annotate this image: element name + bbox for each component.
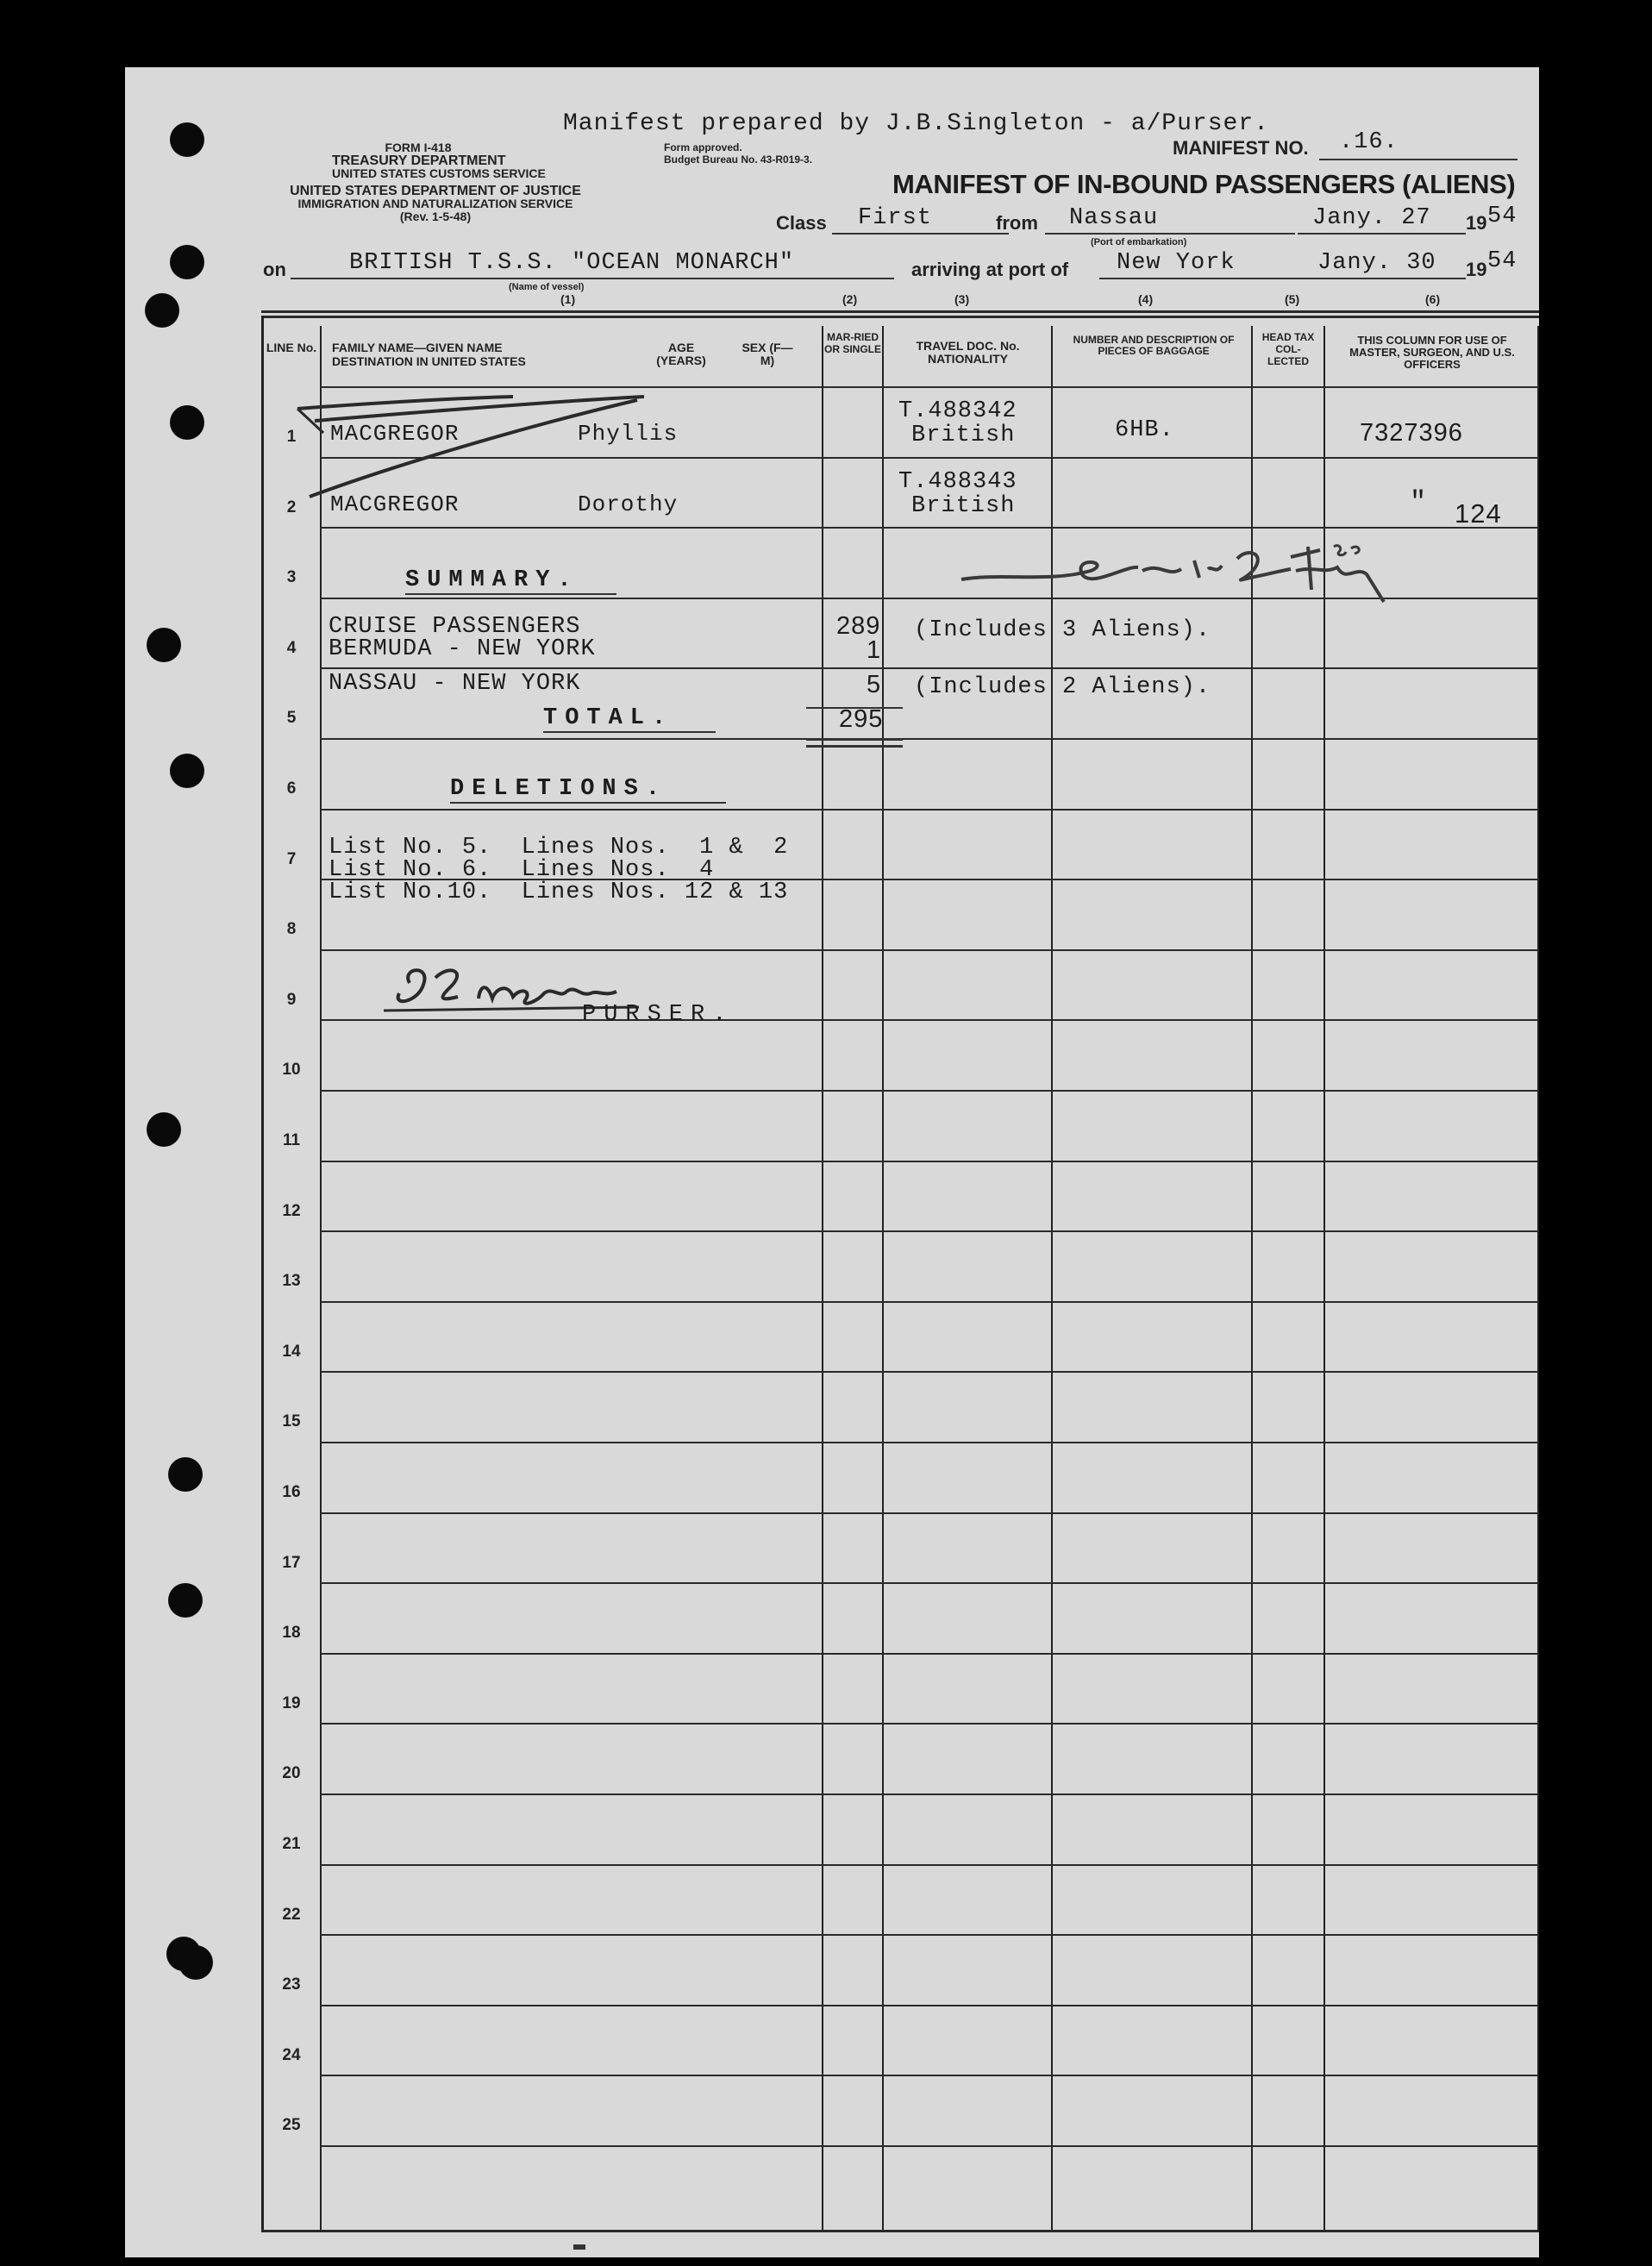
row-separator: [320, 1582, 1539, 1584]
row2-doc: T.488343: [898, 469, 1017, 495]
deletion-line-1: List No. 5. Lines Nos. 1 & 2: [329, 835, 789, 861]
row-separator: [320, 1301, 1539, 1303]
cruise-count: 289: [836, 612, 881, 640]
col-num-3: (3): [954, 292, 970, 306]
binder-hole: [170, 754, 204, 788]
line-number: 23: [282, 1975, 301, 1994]
arrival-year: 54: [1487, 248, 1517, 274]
deletion-line-3: List No.10. Lines Nos. 12 & 13: [329, 879, 789, 905]
row-separator: [320, 1934, 1539, 1936]
nassau-label: NASSAU - NEW YORK: [329, 671, 581, 697]
line-number: 3: [286, 568, 297, 586]
from-label: from: [996, 212, 1038, 234]
line-number: 20: [282, 1764, 301, 1782]
line-number: 22: [282, 1906, 301, 1924]
total-count: 295: [839, 705, 884, 733]
line-number: 19: [282, 1694, 301, 1712]
justice-block: UNITED STATES DEPARTMENT OF JUSTICE IMMIGRATION AND NATURALIZATION SERVICE (Rev. 1-5-48): [290, 184, 581, 223]
deletions-heading: DELETIONS.: [450, 776, 668, 802]
row1-given: Phyllis: [578, 421, 679, 447]
arrival-port: New York: [1117, 250, 1236, 276]
bottom-mark: [573, 2244, 585, 2250]
binder-hole: [170, 405, 204, 440]
arriving-label: arriving at port of: [911, 259, 1069, 280]
row1-doc: T.488342: [898, 398, 1017, 424]
line-number: 18: [282, 1624, 301, 1642]
row-separator: [320, 1653, 1539, 1655]
line-number: 15: [282, 1412, 301, 1430]
depart-year: 54: [1487, 203, 1517, 229]
row-separator: [320, 809, 1539, 811]
col-header-destination: DESTINATION IN UNITED STATES: [332, 354, 526, 368]
binder-hole: [170, 122, 204, 157]
row-separator: [320, 738, 1539, 740]
col-header-married: MAR-RIED OR SINGLE: [823, 331, 881, 355]
binder-hole: [145, 293, 179, 328]
line-number: 5: [286, 709, 297, 727]
line-number: 21: [282, 1835, 301, 1853]
row-separator: [320, 1019, 1539, 1021]
manifest-page: [125, 67, 1539, 2257]
line-number: 14: [282, 1343, 301, 1361]
col-num-2: (2): [842, 292, 858, 306]
line-number: 24: [282, 2046, 301, 2064]
row2-officer-mark: ": [1410, 486, 1428, 518]
col-header-sex: SEX (F—M): [742, 341, 793, 367]
vessel-name: BRITISH T.S.S. "OCEAN MONARCH": [349, 250, 795, 276]
line-number: 16: [282, 1483, 301, 1501]
row-separator: [320, 1793, 1539, 1795]
binder-hole: [147, 1112, 181, 1147]
col-header-baggage: NUMBER AND DESCRIPTION OF PIECES OF BAGGAGE: [1073, 334, 1235, 357]
col-header-officers: THIS COLUMN FOR USE OF MASTER, SURGEON, AND U.S. OFFICERS: [1349, 334, 1515, 371]
row-separator: [320, 2005, 1539, 2006]
col-header-family-name: FAMILY NAME—GIVEN NAME: [332, 341, 503, 354]
binder-hole: [170, 245, 204, 279]
manifest-title: MANIFEST OF IN-BOUND PASSENGERS (ALIENS): [892, 169, 1516, 199]
row-separator: [320, 2075, 1539, 2076]
arrival-year-prefix: 19: [1466, 259, 1487, 280]
deletion-line-2: List No. 6. Lines Nos. 4: [329, 857, 715, 883]
line-number: 9: [286, 991, 297, 1009]
row-separator: [320, 1512, 1539, 1514]
arrival-date: Jany. 30: [1317, 250, 1436, 276]
class-value: First: [858, 205, 933, 231]
row-separator: [320, 1371, 1539, 1373]
row1-strike-marks: [289, 395, 651, 498]
col-header-line-no: LINE No.: [266, 341, 317, 354]
purser-label: PURSER.: [582, 1002, 735, 1028]
binder-hole: [168, 1457, 203, 1492]
port-embark-caption: (Port of embarkation): [1091, 237, 1187, 247]
row-separator: [320, 667, 1539, 669]
line-number: 11: [282, 1131, 301, 1149]
line-number: 12: [282, 1202, 301, 1220]
prepared-by-line: Manifest prepared by J.B.Singleton - a/Purser.: [563, 110, 1269, 137]
col-header-travel-doc: TRAVEL DOC. No. NATIONALITY: [916, 339, 1020, 366]
depart-date: Jany. 27: [1312, 205, 1431, 231]
inspector-signature: [953, 540, 1436, 609]
row-separator: [320, 1230, 1539, 1232]
row-separator: [320, 1090, 1539, 1092]
row1-nationality: British: [911, 423, 1016, 448]
manifest-no-label: MANIFEST NO.: [1173, 137, 1309, 159]
row2-officer: 124: [1455, 498, 1502, 529]
row1-officer: 7327396: [1360, 419, 1463, 447]
budget-bureau: Budget Bureau No. 43-R019-3.: [664, 153, 813, 166]
row1-surname: MACGREGOR: [330, 421, 460, 447]
col-header-head-tax: HEAD TAX COL-LECTED: [1261, 331, 1315, 367]
form-number: FORM I-418 TREASURY DEPARTMENT UNITED STATES CUSTOMS SERVICE: [332, 141, 546, 180]
nassau-count: 5: [867, 671, 882, 698]
line-number: 4: [286, 639, 297, 657]
row2-nationality: British: [911, 493, 1016, 519]
header-separator: [320, 386, 1539, 388]
line-number: 6: [286, 779, 297, 798]
binder-hole: [147, 628, 181, 662]
line-number: 1: [286, 428, 297, 446]
line-number: 17: [282, 1554, 301, 1572]
binder-hole: [178, 1945, 213, 1980]
col-num-5: (5): [1285, 292, 1300, 306]
depart-year-prefix: 19: [1466, 212, 1487, 234]
summary-heading: SUMMARY.: [405, 567, 579, 593]
cruise-note: (Includes 3 Aliens).: [914, 617, 1211, 643]
col-num-1: (1): [560, 292, 576, 306]
line-number: 2: [286, 498, 297, 516]
line-number: 13: [282, 1272, 301, 1290]
line-number: 8: [286, 920, 297, 938]
line-number: 25: [282, 2116, 301, 2134]
nassau-note: (Includes 2 Aliens).: [914, 674, 1211, 700]
row-separator: [320, 1723, 1539, 1725]
row-separator: [320, 1442, 1539, 1443]
row-separator: [320, 949, 1539, 951]
form-approved: Form approved.: [664, 141, 742, 153]
row-separator: [320, 1161, 1539, 1162]
class-label: Class: [776, 212, 827, 234]
row2-given: Dorothy: [578, 491, 679, 517]
col-header-age: AGE (YEARS): [656, 341, 706, 367]
bermuda-label: BERMUDA - NEW YORK: [329, 636, 596, 662]
row2-surname: MACGREGOR: [330, 491, 460, 517]
from-value: Nassau: [1069, 205, 1159, 231]
row-separator: [320, 1864, 1539, 1866]
bermuda-count: 1: [867, 636, 882, 664]
line-number: 10: [282, 1061, 301, 1079]
row-separator: [320, 527, 1539, 529]
col-num-4: (4): [1138, 292, 1154, 306]
col-num-6: (6): [1425, 292, 1441, 306]
cruise-label: CRUISE PASSENGERS: [329, 614, 581, 640]
binder-hole: [168, 1583, 203, 1618]
row-separator: [320, 2145, 1539, 2147]
vessel-caption: (Name of vessel): [509, 282, 585, 292]
total-label: TOTAL.: [543, 705, 674, 731]
on-label: on: [263, 259, 286, 280]
manifest-no-value: .16.: [1339, 129, 1399, 155]
line-number: 7: [286, 850, 297, 868]
row1-baggage: 6HB.: [1115, 417, 1174, 443]
